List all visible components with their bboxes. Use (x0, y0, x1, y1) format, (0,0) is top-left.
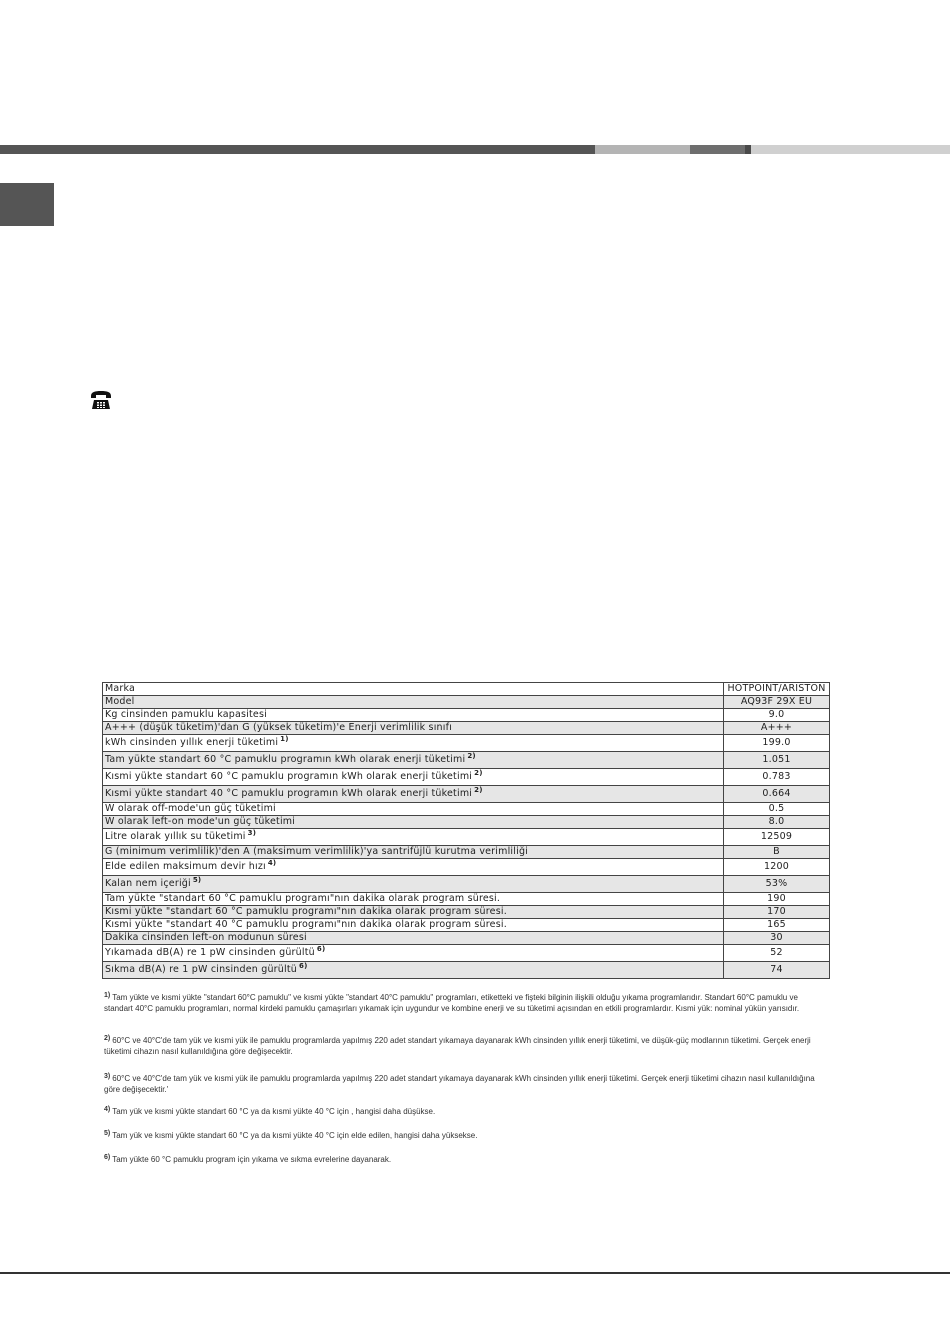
spec-value: 0.5 (724, 803, 830, 816)
footnote-ref: 2) (474, 786, 483, 794)
footnote-number: 2) (104, 1035, 111, 1042)
spec-value: 0.664 (724, 786, 830, 803)
header-bar-dark (0, 145, 595, 154)
spec-value: 165 (724, 919, 830, 932)
table-row (103, 859, 830, 876)
footnote (104, 1035, 829, 1057)
spec-label: Litre olarak yıllık su tüketimi $^{3)}$ (103, 829, 724, 846)
footnote-number: 1) (104, 992, 111, 999)
spec-value: 74 (724, 962, 830, 979)
footnote-text: Tam yükte 60 °C pamuklu program için yıkama ve sıkma evrelerine dayanarak. (112, 1155, 392, 1164)
spec-label: Dakika cinsinden left-on modunun süresi (103, 932, 724, 945)
spec-label: kWh cinsinden yıllık enerji tüketimi $^{1)}$ (103, 735, 724, 752)
spec-value: 0.783 (724, 769, 830, 786)
spec-label: Sıkma dB(A) re 1 pW cinsinden gürültü $^{6)}$ (103, 962, 724, 979)
spec-value: 1200 (724, 859, 830, 876)
footnote-number: 3) (104, 1073, 111, 1080)
table-row (103, 683, 830, 696)
table-row (103, 803, 830, 816)
spec-label: A+++ (düşük tüketim)'dan G (yüksek tüketim)'e Enerji verimlilik sınıfı (103, 722, 724, 735)
table-row (103, 945, 830, 962)
spec-value: 199.0 (724, 735, 830, 752)
spec-label: Tam yükte standart 60 °C pamuklu programın kWh olarak enerji tüketimi $^{2)}$ (103, 752, 724, 769)
spec-value: 52 (724, 945, 830, 962)
spec-label: W olarak off-mode'un güç tüketimi (103, 803, 724, 816)
footnote-text: Tam yük ve kısmi yükte standart 60 °C ya da kısmi yükte 40 °C için elde edilen, hangisi daha yüksekse. (112, 1131, 478, 1140)
footnote-text: 60°C ve 40°C'de tam yük ve kısmi yük ile pamuklu programlarda yapılmış 220 adet standart yıkamaya dayanarak kWh cinsinden yıllık enerji tüketimi, ve düşük-güç modlarının tüketimi. Gerçek enerji tüketimi cihazın nasıl kullanıldığına göre değişecektir. (104, 1036, 811, 1056)
header-bar-dark-segment (690, 145, 745, 154)
footnote (104, 992, 829, 1014)
header-bar-light (595, 145, 690, 154)
table-row (103, 962, 830, 979)
section-tab-block (0, 183, 54, 226)
table-row (103, 876, 830, 893)
footnote-number: 4) (104, 1106, 111, 1113)
spec-value: 12509 (724, 829, 830, 846)
footnote-text: 60°C ve 40°C'de tam yük ve kısmi yük ile pamuklu programlarda yapılmış 220 adet standart yıkamaya dayanarak kWh cinsinden yıllık enerji tüketimi. Gerçek enerji tüketimi cihazın nasıl kullanıldığına göre değişecektir.' (104, 1074, 815, 1094)
footnote-ref: 4) (267, 859, 277, 867)
footnote (104, 1154, 829, 1165)
table-row (103, 769, 830, 786)
footnote-ref: 1) (280, 735, 289, 743)
spec-label: W olarak left-on mode'un güç tüketimi (103, 816, 724, 829)
spec-label: Kısmi yükte "standart 40 °C pamuklu programı"nın dakika olarak program süresi. (103, 919, 724, 932)
spec-label: Kısmi yükte "standart 60 °C pamuklu programı"nın dakika olarak program süresi. (103, 906, 724, 919)
table-row (103, 919, 830, 932)
spec-value: HOTPOINT/ARISTON (724, 683, 830, 696)
spec-value: AQ93F 29X EU (724, 696, 830, 709)
spec-label: G (minimum verimlilik)'den A (maksimum verimlilik)'ya santrifüjlü kurutma verimliliği (103, 846, 724, 859)
spec-value: 9.0 (724, 709, 830, 722)
footer-rule (0, 1272, 950, 1274)
table-row (103, 846, 830, 859)
footnote-ref: 2) (467, 752, 476, 760)
footnote-ref: 3) (247, 829, 257, 837)
footnote (104, 1130, 829, 1141)
table-row (103, 696, 830, 709)
spec-label: Kg cinsinden pamuklu kapasitesi (103, 709, 724, 722)
spec-label: Elde edilen maksimum devir hızı $^{4)}$ (103, 859, 724, 876)
footnote-ref: 6) (316, 945, 326, 953)
spec-label: Kalan nem içeriği $^{5)}$ (103, 876, 724, 893)
spec-label: Kısmi yükte standart 40 °C pamuklu programın kWh olarak enerji tüketimi $^{2)}$ (103, 786, 724, 803)
spec-value: 190 (724, 893, 830, 906)
spec-label: Tam yükte "standart 60 °C pamuklu programı"nın dakika olarak program süresi. (103, 893, 724, 906)
footnote (104, 1106, 829, 1117)
spec-table (102, 682, 830, 979)
table-row (103, 722, 830, 735)
footnote (104, 1073, 829, 1095)
spec-value: 8.0 (724, 816, 830, 829)
table-row (103, 752, 830, 769)
spec-value: 53% (724, 876, 830, 893)
footnote-ref: 2) (474, 769, 483, 777)
table-row (103, 829, 830, 846)
table-row (103, 893, 830, 906)
spec-value: 1.051 (724, 752, 830, 769)
spec-value: 170 (724, 906, 830, 919)
spec-label: Model (103, 696, 724, 709)
footnote-text: Tam yükte ve kısmi yükte "standart 60°C pamuklu" ve kısmi yükte "standart 40°C pamuklu" programları, etiketteki ve fişteki bilginin ilişkili olduğu yıkama programlarıdır. Standart 60°C pamuklu ve standart 40°C pamuklu programları, normal kirdeki pamuklu çamaşırları yıkamak için uygundur ve kombine enerji ve su tüketimi açısından en etkili programlardır. Kısmi yük: nominal yükün yarısıdır. (104, 993, 800, 1013)
table-row (103, 786, 830, 803)
telephone-icon (89, 388, 113, 412)
spec-label: Kısmi yükte standart 60 °C pamuklu programın kWh olarak enerji tüketimi $^{2)}$ (103, 769, 724, 786)
table-row (103, 735, 830, 752)
table-row (103, 932, 830, 945)
footnote-number: 5) (104, 1130, 111, 1137)
spec-label: Yıkamada dB(A) re 1 pW cinsinden gürültü $^{6)}$ (103, 945, 724, 962)
table-row (103, 709, 830, 722)
table-row (103, 906, 830, 919)
footnote-ref: 5) (192, 876, 202, 884)
spec-label: Marka (103, 683, 724, 696)
footnote-text: Tam yük ve kısmi yükte standart 60 °C ya da kısmi yükte 40 °C için , hangisi daha düşükse. (112, 1107, 436, 1116)
table-row (103, 816, 830, 829)
footnote-number: 6) (104, 1154, 111, 1161)
spec-value: B (724, 846, 830, 859)
spec-value: A+++ (724, 722, 830, 735)
footnote-ref: 6) (299, 962, 308, 970)
header-bar-light-end (751, 145, 950, 154)
spec-value: 30 (724, 932, 830, 945)
